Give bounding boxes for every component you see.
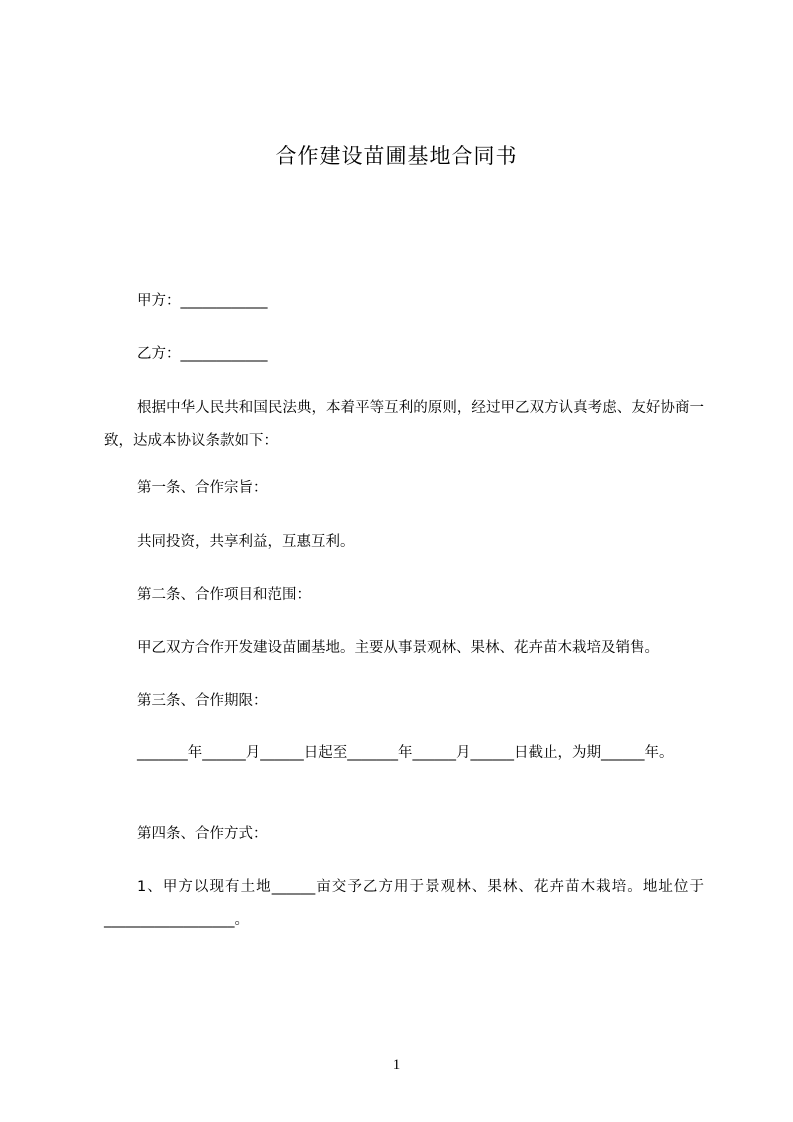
article-3-body: _______年______月______日起至_______年______月______日截止，为期______年。: [137, 745, 674, 761]
article-2-heading: 第二条、合作项目和范围：: [137, 587, 311, 603]
document-title: 合作建设苗圃基地合同书: [275, 144, 518, 168]
preamble-paragraph: 根据中华人民共和国民法典，本着平等互利的原则，经过甲乙双方认真考虑、友好协商一致，达成本协议条款如下：: [104, 400, 704, 449]
article-2-body: 甲乙双方合作开发建设苗圃基地。主要从事景观林、果林、花卉苗木栽培及销售。: [137, 640, 659, 656]
page-number: 1: [392, 1057, 401, 1073]
article-4-item-1: 1、甲方以现有土地______亩交予乙方用于景观林、果林、花卉苗木栽培。地址位于__________________。: [104, 879, 704, 928]
article-3-heading: 第三条、合作期限：: [137, 693, 268, 709]
article-4-heading: 第四条、合作方式：: [137, 826, 268, 842]
party-b-line: 乙方：____________: [137, 346, 268, 362]
article-1-body: 共同投资，共享利益，互惠互利。: [137, 534, 355, 550]
party-a-line: 甲方：____________: [137, 293, 268, 309]
article-1-heading: 第一条、合作宗旨：: [137, 480, 268, 496]
